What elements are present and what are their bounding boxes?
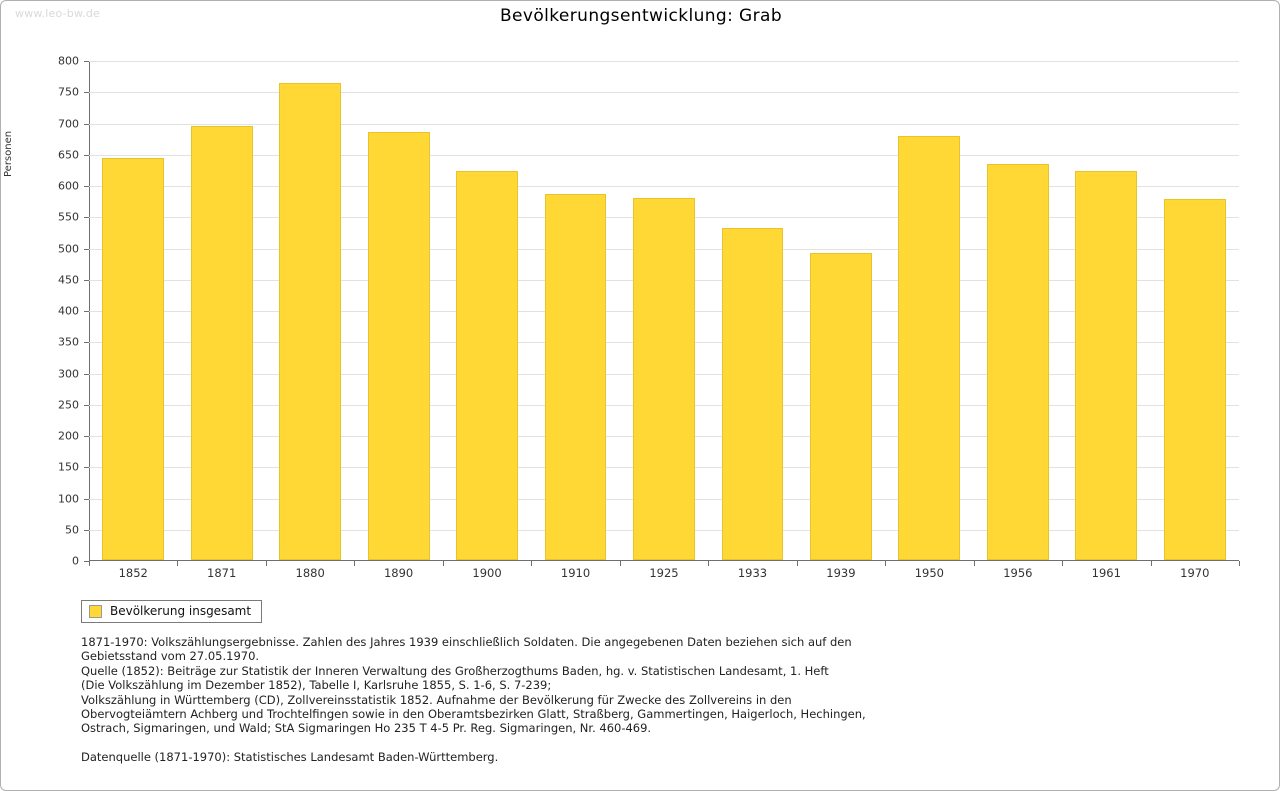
bar[interactable]: [987, 164, 1049, 560]
y-tick-mark: [84, 436, 89, 437]
y-tick-label: 400: [58, 304, 79, 318]
y-tick-label: 750: [58, 85, 79, 99]
footnote-line-1: 1871-1970: Volkszählungsergebnisse. Zahlen des Jahres 1939 einschließlich Soldaten. Die angegebenen Daten beziehen sich auf den: [81, 635, 852, 649]
bar[interactable]: [368, 132, 430, 560]
footnotes: [81, 635, 1201, 764]
x-tick-mark: [443, 561, 444, 566]
y-tick-mark: [84, 280, 89, 281]
gridline: [89, 155, 1239, 156]
gridline: [89, 124, 1239, 125]
y-tick-mark: [84, 155, 89, 156]
footnote-line-5: Volkszählung in Württemberg (CD), Zollvereinsstatistik 1852. Aufnahme der Bevölkerung für Zwecke des Zollvereins in den: [81, 692, 792, 707]
x-tick-mark: [266, 561, 267, 566]
y-tick-mark: [84, 92, 89, 93]
y-tick-label: 650: [58, 148, 79, 162]
y-tick-mark: [84, 374, 89, 375]
bar[interactable]: [1075, 171, 1137, 560]
y-tick-mark: [84, 311, 89, 312]
bar[interactable]: [102, 158, 164, 560]
y-axis-label: Personen: [3, 130, 14, 177]
footnote-line-2: Gebietsstand vom 27.05.1970.: [81, 649, 260, 664]
x-tick-mark: [1062, 561, 1063, 566]
x-tick-label: 1880: [295, 566, 325, 580]
y-tick-label: 0: [72, 554, 79, 568]
footnote-line-4: (Die Volkszählung im Dezember 1852), Tabelle I, Karlsruhe 1855, S. 1-6, S. 7-239;: [81, 678, 552, 693]
x-tick-mark: [89, 561, 90, 566]
x-tick-mark: [708, 561, 709, 566]
x-tick-label: 1925: [649, 566, 679, 580]
y-tick-mark: [84, 217, 89, 218]
gridline: [89, 92, 1239, 93]
y-tick-mark: [84, 186, 89, 187]
y-tick-label: 50: [65, 523, 79, 537]
footnote-line-3: Quelle (1852): Beiträge zur Statistik der Inneren Verwaltung des Großherzogthums Baden, hg. v. Statistischen Landesamt, 1. Heft: [81, 663, 829, 678]
bar[interactable]: [191, 126, 253, 560]
legend-swatch-icon: [89, 605, 102, 618]
gridline: [89, 61, 1239, 62]
x-tick-mark: [797, 561, 798, 566]
watermark: www.leo-bw.de: [15, 7, 101, 20]
x-tick-label: 1910: [560, 566, 591, 580]
x-tick-label: 1956: [1003, 566, 1033, 580]
y-tick-label: 500: [58, 242, 79, 255]
y-tick-mark: [84, 342, 89, 343]
y-tick-mark: [84, 499, 89, 500]
y-tick-label: 250: [58, 398, 79, 412]
bar[interactable]: [722, 228, 784, 561]
page-title: Bevölkerungsentwicklung: Grab: [499, 6, 783, 26]
y-tick-mark: [84, 530, 89, 531]
y-tick-mark: [84, 405, 89, 406]
x-tick-mark: [885, 561, 886, 566]
legend-label: Bevölkerung insgesamt: [110, 604, 252, 618]
footnote-source: Datenquelle (1871-1970): Statistisches Landesamt Baden-Württemberg.: [81, 749, 499, 764]
x-tick-label: 1871: [207, 566, 237, 580]
y-tick-label: 450: [58, 273, 79, 287]
y-tick-mark: [84, 124, 89, 125]
y-tick-label: 550: [58, 210, 79, 224]
x-tick-mark: [177, 561, 178, 566]
x-tick-label: 1970: [1180, 566, 1210, 580]
bar[interactable]: [633, 198, 695, 560]
bar[interactable]: [279, 83, 341, 560]
x-tick-mark: [620, 561, 621, 566]
bar[interactable]: [810, 253, 872, 560]
bar[interactable]: [545, 194, 607, 560]
bar[interactable]: [898, 136, 960, 560]
y-tick-label: 700: [58, 117, 79, 130]
footnote-line-7: Ostrach, Sigmaringen, und Wald; StA Sigmaringen Ho 235 T 4-5 Pr. Reg. Sigmaringen, Nr. 460-469.: [81, 721, 652, 736]
x-tick-mark: [354, 561, 355, 566]
footnote-line-6: Obervogteiämtern Achberg und Trochtelfingen sowie in den Oberamtsbezirken Glatt, Straßberg, Gammertingen, Haigerloch, Hechingen,: [81, 707, 866, 722]
x-tick-mark: [1151, 561, 1152, 566]
plot-area: [58, 54, 1239, 580]
y-tick-label: 800: [58, 54, 79, 68]
y-tick-mark: [84, 249, 89, 250]
x-tick-mark: [974, 561, 975, 566]
x-tick-label: 1933: [737, 566, 768, 580]
x-axis-line: [89, 560, 1239, 561]
x-tick-label: 1852: [118, 566, 148, 580]
footnote-spacer: [81, 736, 1201, 750]
chart-legend: [81, 600, 262, 623]
y-tick-mark: [84, 61, 89, 62]
x-tick-label: 1939: [826, 566, 856, 580]
y-tick-label: 350: [58, 335, 79, 349]
x-tick-label: 1890: [383, 566, 414, 580]
gridline: [89, 186, 1239, 187]
x-tick-label: 1950: [914, 566, 945, 580]
y-tick-label: 100: [58, 492, 79, 505]
y-tick-label: 600: [58, 179, 79, 193]
y-tick-label: 300: [58, 367, 79, 380]
bar[interactable]: [456, 171, 518, 560]
x-tick-mark: [531, 561, 532, 566]
x-tick-mark: [1239, 561, 1240, 566]
y-tick-mark: [84, 467, 89, 468]
x-tick-label: 1961: [1091, 566, 1121, 580]
x-tick-label: 1900: [472, 566, 502, 580]
y-tick-label: 150: [58, 460, 79, 474]
bar[interactable]: [1164, 199, 1226, 560]
y-tick-label: 200: [58, 429, 79, 443]
